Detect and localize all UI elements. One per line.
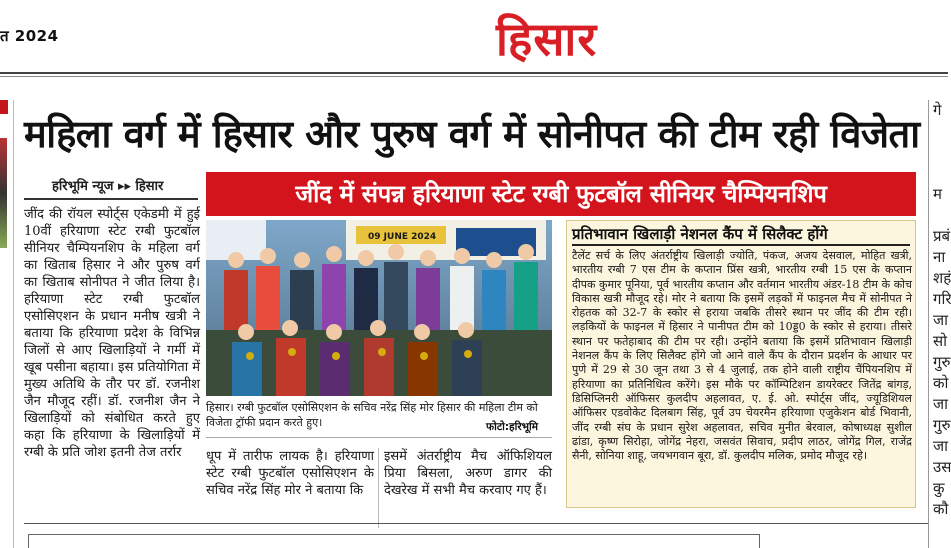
right-neighbor-line	[929, 163, 948, 184]
byline-rule	[24, 198, 198, 200]
team-photo-illustration	[206, 220, 552, 396]
sidebar-box-heading: प्रतिभावान खिलाड़ी नेशनल कैंप में सिलैक्ट होंगे	[572, 225, 828, 243]
photo-banner-text: 09 JUNE 2024	[368, 232, 437, 242]
right-neighbor-line: सो	[933, 332, 948, 350]
right-neighbor-line: कु	[933, 479, 945, 497]
left-neighbor-red-mark	[0, 100, 8, 114]
right-neighbor-line: कौ	[933, 500, 949, 518]
left-neighbor-photo-edge	[0, 138, 7, 248]
story-column-1: जींद की रॉयल स्पोर्ट्स एकेडमी में हुई 10वीं हरियाणा स्टेट रग्बी फुटबॉल सीनियर चैम्पियनशिप के महिला वर्ग का खिताब हिसार ने और पुरुष वर्ग का खिताब सोनीपत ने जीत लिया है। हरियाणा स्टेट रग्बी फुटबॉल एसोसिएशन के प्रधान मनीष खत्री ने बताया कि हरियाणा प्रदेश के विभिन्न जिलों से आए खिलाड़ियों ने गर्मी में खूब पसीना बहाया। इस प्रतियोगिता में मुख्य अतिथि के तौर पर डॉ. रजनीश जैन मौजूद रहीं। डॉ. रजनीश जैन ने खिलाड़ियों को संबोधित करते हुए कहा कि हरियाणा के खिलाड़ियों में रग्बी के प्रति जोश इतनी तेज तर्रार	[24, 207, 200, 460]
right-neighbor-line: को	[933, 374, 949, 392]
right-neighbor-line: उस	[933, 458, 951, 476]
right-neighbor-line	[929, 142, 948, 163]
right-neighbor-line: शहं	[933, 269, 951, 287]
story-column-2: धूप में तारीफ लायक है। हरियाणा स्टेट रग्बी फुटबॉल एसोसिएशन के सचिव नरेंद्र सिंह मोर ने बताया कि	[206, 449, 374, 498]
right-neighbor-line	[929, 205, 948, 226]
right-neighbor-line: ना	[933, 248, 946, 266]
sidebar-box-rule	[572, 244, 910, 246]
edition-date: त 2024	[0, 27, 59, 45]
masthead-title: हिसार	[496, 12, 598, 66]
right-neighbor-text	[929, 100, 951, 520]
sidebar-box-body: टैलेंट सर्च के लिए अंतर्राष्ट्रीय खिलाड़ी ज्योति, पंकज, अजय देसवाल, मोहित खत्री, भारतीय रग्बी 7 एस टीम के कप्तान प्रिंस खत्री, भारतीय रग्बी 15 एस के कप्तान दीपक कुमार पूनिया, पूर्व भारतीय कप्तान और वर्तमान भारतीय अंडर-18 टीम के कोच विकास खत्री मौजूद रहे। मोर ने बताया कि इसमें लड़कों में फाइनल मैच में सोनीपत ने रोहतक को 32-7 के स्कोर से हराया जबकि तीसरे स्थान पर जींद की टीम रही। लड़कियों के फाइनल में हिसार ने पानीपत टीम को 10ड्ड0 के स्कोर से हराया। तीसरे स्थान पर फतेहाबाद की टीम पर रही। उन्होंने बताया कि इसमें प्रतिभावान खिलाड़ी नेशनल कैंप के लिए सिलैक्ट होंगे जो आने वाले कैंप के दौरान प्रदर्शन के आधार पर पुणे में 29 से 30 जून तथा 3 से 4 जुलाई, तक होने वाली राष्ट्रीय चैंपियनशिप में हरियाणा का प्रतिनिधित्व करेंगे। इस मौके पर कॉम्पिटिशन डायरेक्टर जितेंद्र बांगड़, डिसिप्लिनरी ऑफिसर कुलदीप अहलावत, ए. ई. ओ. स्पोर्ट्स जींद, ज्यूडिशियल ऑफिसर एडवोकेट दिलबाग सिंह, पूर्व उप चेयरमैन हरियाणा एजुकेशन बोर्ड भिवानी, जींद रग्बी संघ के प्रधान सुरेश अहलावत, सचिव मुनीत बेरवाल, कोषाध्यक्ष सुशील ढांडा, कृष्ण सिरोहा, जोगेंद्र नेहरा, जसवंत सिवाच, प्रदीप लाठर, जोगेंद्र गिल, राजेंद्र सैनी, सोनिया शाहू, जयभगवान बूरा, डॉ. कुलदीप मलिक, प्रमोद मौजूद रहे।	[572, 249, 912, 463]
column-separator	[378, 448, 379, 528]
photo-caption: हिसार। रग्बी फुटबॉल एसोसिएशन के सचिव नरेंद्र सिंह मोर हिसार की महिला टीम को विजेता ट्रॉफी प्रदान करते हुए।	[206, 400, 552, 438]
team-photo	[206, 220, 552, 396]
right-neighbor-line	[929, 121, 948, 142]
story-headline: महिला वर्ग में हिसार और पुरुष वर्ग में सोनीपत की टीम रही विजेता	[24, 112, 920, 156]
right-neighbor-line: गुरु	[933, 353, 951, 371]
right-neighbor-line: जा	[933, 395, 949, 413]
right-neighbor-column	[928, 100, 951, 548]
right-neighbor-line: गरि	[933, 290, 951, 308]
story-subhead-banner: जींद में संपन्न हरियाणा स्टेट रग्बी फुटबॉल सीनियर चैम्पियनशिप	[206, 172, 916, 216]
right-neighbor-line: गे	[933, 101, 942, 119]
right-neighbor-line: प्रबं	[933, 227, 951, 245]
next-story-frame	[28, 534, 760, 548]
masthead-rule-thin	[0, 76, 948, 77]
right-neighbor-line: जा	[933, 437, 949, 455]
story-byline: हरिभूमि न्यूज ▸▸ हिसार	[52, 179, 164, 194]
photo-credit: फोटो:हरिभूमि	[486, 421, 538, 433]
right-neighbor-line: जा	[933, 311, 949, 329]
story-column-3: इसमें अंतर्राष्ट्रीय मैच ऑफिशियल प्रिया बिसला, अरुण डागर की देखरेख में सभी मैच करवाए गए हैं।	[384, 449, 552, 498]
masthead-rule	[0, 72, 948, 74]
right-neighbor-line: गुरु	[933, 416, 951, 434]
page-bottom-rule	[24, 523, 928, 524]
right-neighbor-line: म	[933, 185, 942, 203]
